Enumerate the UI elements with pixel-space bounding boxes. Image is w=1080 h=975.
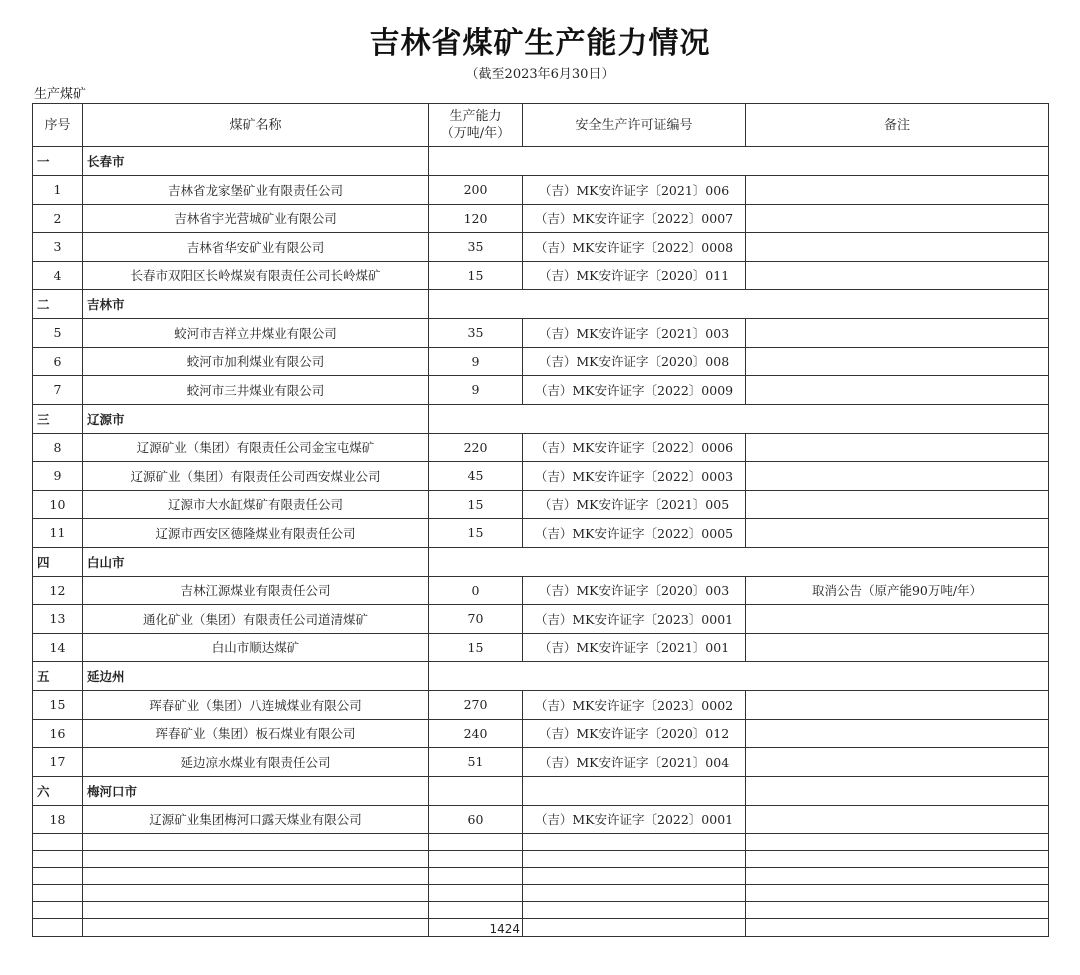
blank-row — [33, 885, 1049, 902]
mine-name: 珲春矿业（集团）八连城煤业有限公司 — [83, 691, 429, 720]
header-row — [33, 104, 1049, 147]
license-number: （吉）MK安许证字〔2020〕012 — [523, 719, 746, 748]
blank-cell — [83, 834, 429, 851]
group-city: 吉林市 — [83, 290, 429, 319]
blank-cell — [429, 885, 523, 902]
row-number: 9 — [33, 462, 83, 491]
table-row — [33, 748, 1049, 777]
row-number: 17 — [33, 748, 83, 777]
license-number: （吉）MK安许证字〔2020〕008 — [523, 347, 746, 376]
group-empty-cell — [429, 290, 1049, 319]
blank-cell — [523, 885, 746, 902]
row-number: 11 — [33, 519, 83, 548]
group-number: 六 — [33, 776, 83, 805]
license-number: （吉）MK安许证字〔2021〕003 — [523, 319, 746, 348]
mine-capacity: 200 — [429, 176, 523, 205]
license-number: （吉）MK安许证字〔2022〕0009 — [523, 376, 746, 405]
blank-row — [33, 834, 1049, 851]
blank-cell — [33, 902, 83, 919]
mine-capacity: 15 — [429, 633, 523, 662]
header-name: 煤矿名称 — [83, 104, 429, 147]
row-number: 10 — [33, 490, 83, 519]
row-number: 14 — [33, 633, 83, 662]
mine-name: 吉林省宇光营城矿业有限公司 — [83, 204, 429, 233]
license-number: （吉）MK安许证字〔2022〕0005 — [523, 519, 746, 548]
license-number: （吉）MK安许证字〔2022〕0006 — [523, 433, 746, 462]
blank-cell — [33, 919, 83, 937]
blank-cell — [83, 919, 429, 937]
license-number: （吉）MK安许证字〔2023〕0002 — [523, 691, 746, 720]
table-row — [33, 319, 1049, 348]
blank-cell — [83, 885, 429, 902]
group-row — [33, 290, 1049, 319]
blank-cell — [83, 851, 429, 868]
license-number: （吉）MK安许证字〔2022〕0008 — [523, 233, 746, 262]
header-capacity — [429, 104, 523, 147]
page-title: 吉林省煤矿生产能力情况 — [369, 26, 711, 61]
mine-name: 通化矿业（集团）有限责任公司道清煤矿 — [83, 605, 429, 634]
total-capacity: 1424 — [429, 919, 523, 937]
table-row — [33, 691, 1049, 720]
group-city: 延边州 — [83, 662, 429, 691]
remark — [746, 490, 1049, 519]
remark — [746, 519, 1049, 548]
table-row — [33, 433, 1049, 462]
mine-name: 辽源矿业（集团）有限责任公司西安煤业公司 — [83, 462, 429, 491]
blank-cell — [33, 834, 83, 851]
row-number: 4 — [33, 261, 83, 290]
remark — [746, 347, 1049, 376]
remark — [746, 633, 1049, 662]
header-capacity-line1: 生产能力 — [449, 109, 502, 124]
remark — [746, 719, 1049, 748]
group-empty-cell — [429, 547, 1049, 576]
blank-cell — [746, 834, 1049, 851]
group-row — [33, 547, 1049, 576]
blank-cell — [429, 851, 523, 868]
mine-name: 蛟河市加利煤业有限公司 — [83, 347, 429, 376]
group-empty-cell — [429, 404, 1049, 433]
blank-cell — [523, 919, 746, 937]
mine-capacity: 120 — [429, 204, 523, 233]
mine-capacity: 51 — [429, 748, 523, 777]
table-row — [33, 376, 1049, 405]
remark — [746, 462, 1049, 491]
remark — [746, 805, 1049, 834]
row-number: 16 — [33, 719, 83, 748]
group-number: 五 — [33, 662, 83, 691]
license-number: （吉）MK安许证字〔2020〕003 — [523, 576, 746, 605]
row-number: 12 — [33, 576, 83, 605]
group-city: 梅河口市 — [83, 776, 429, 805]
mine-capacity: 220 — [429, 433, 523, 462]
blank-cell — [33, 868, 83, 885]
table-row — [33, 605, 1049, 634]
mine-name: 长春市双阳区长岭煤炭有限责任公司长岭煤矿 — [83, 261, 429, 290]
mine-capacity: 15 — [429, 261, 523, 290]
row-number: 18 — [33, 805, 83, 834]
group-city: 长春市 — [83, 147, 429, 176]
group-number: 二 — [33, 290, 83, 319]
blank-cell — [523, 851, 746, 868]
license-number: （吉）MK安许证字〔2022〕0003 — [523, 462, 746, 491]
section-label: 生产煤矿 — [34, 87, 87, 102]
group-empty-cell — [523, 776, 746, 805]
group-city: 辽源市 — [83, 404, 429, 433]
row-number: 15 — [33, 691, 83, 720]
mine-name: 白山市顺达煤矿 — [83, 633, 429, 662]
row-number: 6 — [33, 347, 83, 376]
row-number: 1 — [33, 176, 83, 205]
group-empty-cell — [429, 662, 1049, 691]
table-row — [33, 462, 1049, 491]
mine-capacity: 15 — [429, 490, 523, 519]
table-body — [33, 104, 1049, 937]
group-row — [33, 662, 1049, 691]
blank-cell — [746, 902, 1049, 919]
header-license: 安全生产许可证编号 — [523, 104, 746, 147]
remark: 取消公告（原产能90万吨/年） — [746, 576, 1049, 605]
blank-cell — [83, 902, 429, 919]
license-number: （吉）MK安许证字〔2021〕004 — [523, 748, 746, 777]
mine-capacity: 0 — [429, 576, 523, 605]
mine-name: 辽源市西安区德隆煤业有限责任公司 — [83, 519, 429, 548]
coal-mine-table — [32, 103, 1049, 937]
table-row — [33, 347, 1049, 376]
table-row — [33, 176, 1049, 205]
mine-name: 蛟河市吉祥立井煤业有限公司 — [83, 319, 429, 348]
remark — [746, 319, 1049, 348]
mine-capacity: 45 — [429, 462, 523, 491]
remark — [746, 433, 1049, 462]
license-number: （吉）MK安许证字〔2021〕006 — [523, 176, 746, 205]
group-empty-cell — [429, 147, 1049, 176]
remark — [746, 605, 1049, 634]
blank-cell — [429, 868, 523, 885]
row-number: 5 — [33, 319, 83, 348]
blank-cell — [83, 868, 429, 885]
table-row — [33, 490, 1049, 519]
mine-capacity: 35 — [429, 233, 523, 262]
mine-name: 辽源矿业集团梅河口露天煤业有限公司 — [83, 805, 429, 834]
group-number: 四 — [33, 547, 83, 576]
table-row — [33, 204, 1049, 233]
mine-name: 吉林江源煤业有限责任公司 — [83, 576, 429, 605]
group-city: 白山市 — [83, 547, 429, 576]
remark — [746, 376, 1049, 405]
mine-capacity: 270 — [429, 691, 523, 720]
mine-name: 辽源市大水缸煤矿有限责任公司 — [83, 490, 429, 519]
blank-cell — [523, 834, 746, 851]
row-number: 13 — [33, 605, 83, 634]
table-row — [33, 805, 1049, 834]
license-number: （吉）MK安许证字〔2023〕0001 — [523, 605, 746, 634]
group-empty-cell — [429, 776, 523, 805]
blank-cell — [33, 885, 83, 902]
blank-cell — [746, 885, 1049, 902]
group-empty-cell — [746, 776, 1049, 805]
mine-name: 延边凉水煤业有限责任公司 — [83, 748, 429, 777]
remark — [746, 233, 1049, 262]
mine-capacity: 9 — [429, 376, 523, 405]
group-row — [33, 147, 1049, 176]
blank-row — [33, 902, 1049, 919]
mine-name: 珲春矿业（集团）板石煤业有限公司 — [83, 719, 429, 748]
blank-cell — [523, 868, 746, 885]
mine-name: 吉林省龙家堡矿业有限责任公司 — [83, 176, 429, 205]
mine-capacity: 240 — [429, 719, 523, 748]
mine-name: 蛟河市三井煤业有限公司 — [83, 376, 429, 405]
group-number: 一 — [33, 147, 83, 176]
license-number: （吉）MK安许证字〔2021〕001 — [523, 633, 746, 662]
table-row — [33, 719, 1049, 748]
blank-cell — [746, 851, 1049, 868]
remark — [746, 176, 1049, 205]
license-number: （吉）MK安许证字〔2022〕0007 — [523, 204, 746, 233]
mine-capacity: 15 — [429, 519, 523, 548]
mine-capacity: 60 — [429, 805, 523, 834]
row-number: 8 — [33, 433, 83, 462]
header-no: 序号 — [33, 104, 83, 147]
table-row — [33, 576, 1049, 605]
mine-name: 辽源矿业（集团）有限责任公司金宝屯煤矿 — [83, 433, 429, 462]
table-row — [33, 261, 1049, 290]
mine-capacity: 35 — [429, 319, 523, 348]
group-number: 三 — [33, 404, 83, 433]
mine-name: 吉林省华安矿业有限公司 — [83, 233, 429, 262]
group-row — [33, 776, 1049, 805]
blank-cell — [429, 902, 523, 919]
license-number: （吉）MK安许证字〔2021〕005 — [523, 490, 746, 519]
blank-row — [33, 868, 1049, 885]
remark — [746, 691, 1049, 720]
blank-row — [33, 851, 1049, 868]
row-number: 3 — [33, 233, 83, 262]
total-row — [33, 919, 1049, 937]
blank-cell — [33, 851, 83, 868]
remark — [746, 748, 1049, 777]
blank-cell — [746, 919, 1049, 937]
mine-capacity: 70 — [429, 605, 523, 634]
license-number: （吉）MK安许证字〔2022〕0001 — [523, 805, 746, 834]
page-subtitle: （截至2023年6月30日） — [465, 67, 615, 82]
row-number: 2 — [33, 204, 83, 233]
table-row — [33, 633, 1049, 662]
license-number: （吉）MK安许证字〔2020〕011 — [523, 261, 746, 290]
header-remark: 备注 — [746, 104, 1049, 147]
blank-cell — [523, 902, 746, 919]
group-row — [33, 404, 1049, 433]
table-row — [33, 233, 1049, 262]
remark — [746, 204, 1049, 233]
row-number: 7 — [33, 376, 83, 405]
mine-capacity: 9 — [429, 347, 523, 376]
table-row — [33, 519, 1049, 548]
blank-cell — [429, 834, 523, 851]
header-capacity-line2: （万吨/年） — [440, 126, 511, 141]
blank-cell — [746, 868, 1049, 885]
remark — [746, 261, 1049, 290]
